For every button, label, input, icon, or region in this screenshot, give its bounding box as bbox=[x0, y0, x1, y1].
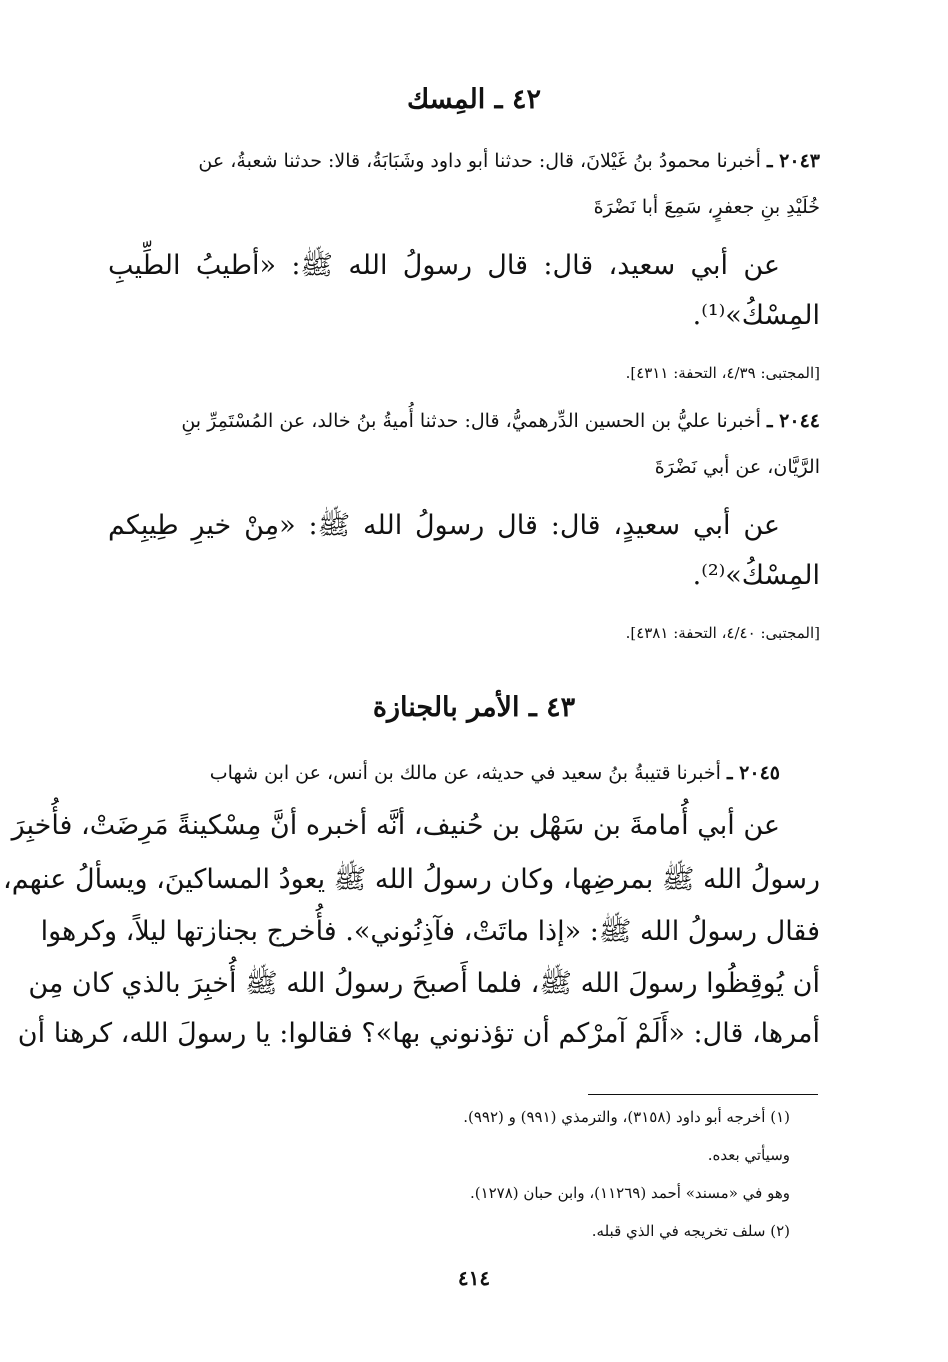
chapter-title-43: ٤٣ ـ الأمر بالجنازة bbox=[372, 692, 576, 723]
hadith-2044-matn-line1: عن أبي سعيدٍ، قال: قال رسولُ الله ﷺ: «مِنْ خيرِ طِيبِكم bbox=[108, 510, 780, 541]
hadith-2043-isnad-line2: خُلَيْدِ بنِ جعفرٍ، سَمِعَ أبا نَضْرَةَ bbox=[593, 196, 820, 218]
hadith-2045-matn-line1: عن أبي أُمامةَ بن سَهْل بن حُنيف، أنَّه أخبره أنَّ مِسْكينةً مَرِضَتْ، فأُخبِرَ bbox=[11, 810, 780, 841]
hadith-2044-reference: [المجتبى: ٤/٤٠، التحفة: ٤٣٨١]. bbox=[625, 624, 820, 642]
hadith-2043-matn-line1: عن أبي سعيد، قال: قال رسولُ الله ﷺ: «أطيبُ الطِّيبِ bbox=[108, 250, 780, 281]
hadith-2045-matn-line4: أن يُوقِظُوا رسولَ الله ﷺ، فلما أَصبحَ رسولُ الله ﷺ أُخبِرَ بالذي كان مِن bbox=[28, 968, 820, 999]
hadith-2044-matn-line2: المِسْكُ»⁽²⁾. bbox=[692, 560, 820, 591]
hadith-2045-matn-line3: فقال رسولُ الله ﷺ: «إذا ماتَتْ، فآذِنُوني». فأُخرج بجنازتها ليلاً، وكرهوا bbox=[40, 916, 820, 947]
hadith-2043-matn-line2: المِسْكُ»⁽¹⁾. bbox=[692, 300, 820, 331]
chapter-title-42: ٤٢ ـ المِسك bbox=[407, 84, 541, 115]
footnote-separator bbox=[588, 1094, 818, 1095]
footnote-1-cont-b: وهو في «مسند» أحمد (١١٢٦٩)، وابن حبان (١٢٧٨). bbox=[469, 1184, 790, 1202]
hadith-2043-isnad-line1 bbox=[108, 150, 820, 172]
isnad-text: أخبرنا قتيبةُ بنُ سعيد في حديثه، عن مالك بن أنس، عن ابن شهاب bbox=[209, 762, 721, 784]
hadith-number: ٢٠٤٥ ـ bbox=[726, 762, 780, 784]
page-number: ٤١٤ bbox=[457, 1266, 491, 1290]
hadith-2045-matn-line2: رسولُ الله ﷺ بمرضِها، وكان رسولُ الله ﷺ يعودُ المساكينَ، ويسألُ عنهم، bbox=[3, 864, 820, 895]
hadith-number: ٢٠٤٤ ـ bbox=[766, 410, 820, 432]
hadith-number: ٢٠٤٣ ـ bbox=[766, 150, 820, 172]
footnote-2: (٢) سلف تخريجه في الذي قبله. bbox=[591, 1222, 790, 1240]
isnad-text: أخبرنا محمودُ بنُ غَيْلانَ، قال: حدثنا أبو داود وشَبَابَةُ، قالا: حدثنا شعبةُ، عن bbox=[198, 150, 761, 172]
hadith-2044-isnad-line2: الرَّيَّان، عن أبي نَضْرَةَ bbox=[654, 456, 820, 478]
footnote-1-cont-a: وسيأتي بعده. bbox=[707, 1146, 790, 1164]
hadith-2045-matn-line5: أمرها، قال: «أَلَمْ آمرْكم أن تؤذنوني بها»؟ فقالوا: يا رسولَ الله، كرهنا أن bbox=[17, 1018, 820, 1049]
isnad-text: أخبرنا عليُّ بن الحسين الدِّرهميُّ، قال: حدثنا أُميةُ بنُ خالد، عن المُسْتَمِرِّ بنِ bbox=[181, 410, 761, 432]
hadith-2045-isnad-line1 bbox=[108, 762, 820, 784]
footnote-1: (١) أخرجه أبو داود (٣١٥٨)، والترمذي (٩٩١) و (٩٩٢). bbox=[463, 1108, 790, 1126]
hadith-2043-reference: [المجتبى: ٤/٣٩، التحفة: ٤٣١١]. bbox=[625, 364, 820, 382]
hadith-2044-isnad-line1 bbox=[108, 410, 820, 432]
